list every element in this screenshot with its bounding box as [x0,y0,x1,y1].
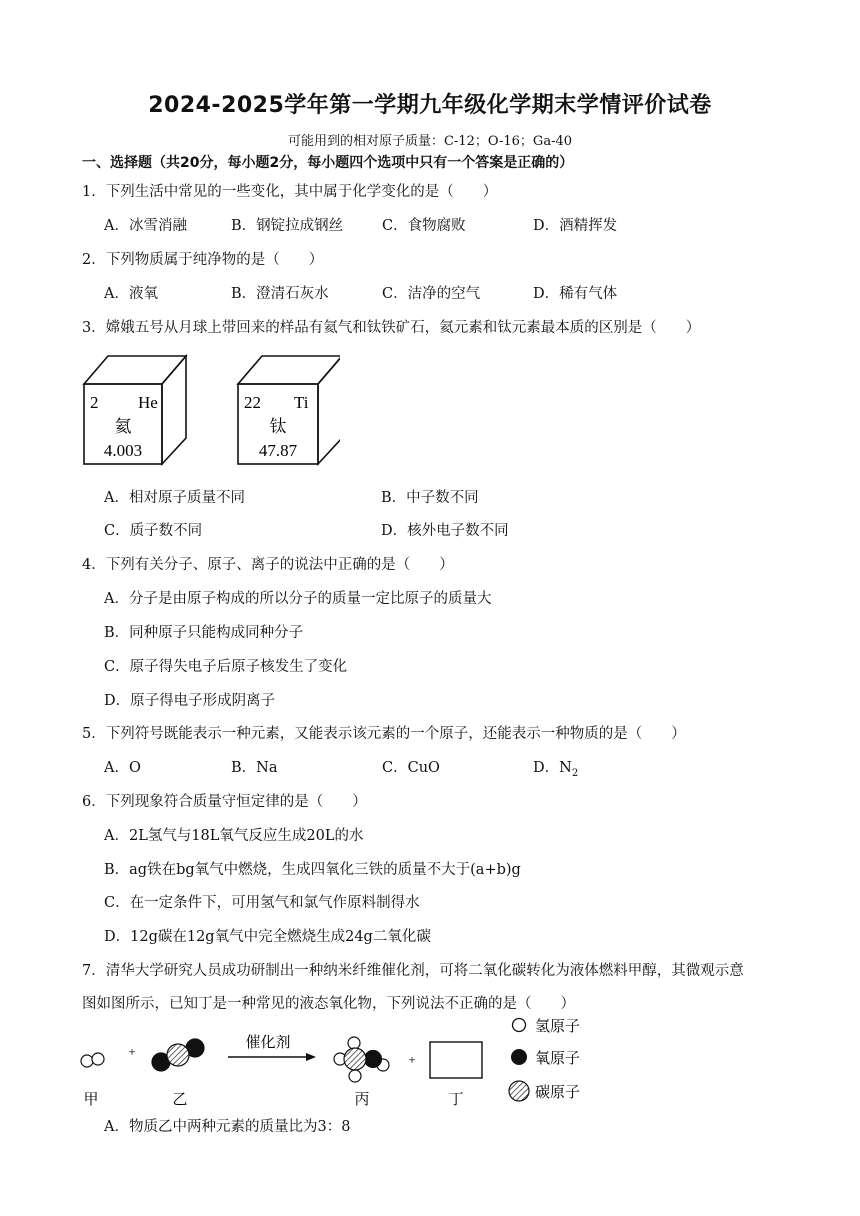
molecule-ding-box [430,1042,482,1078]
molecule-yi [152,1039,204,1071]
option-a: A．冰雪消融 [104,218,187,234]
element-cards-figure [80,350,340,468]
plus-sign: + [128,1044,136,1059]
option-c: C．洁净的空气 [382,286,481,302]
legend-oxygen: 氧原子 [535,1051,581,1067]
question-1-options [104,214,804,234]
question-3: 3．嫦娥五号从月球上带回来的样品有氦气和钛铁矿石，氦元素和钛元素最本质的区别是（ ） [82,320,701,336]
exam-title: 2024-2025学年第一学期九年级化学期末学情评价试卷 [148,93,712,118]
subscript: 2 [571,767,579,779]
legend-carbon: 碳原子 [535,1085,581,1101]
section-heading: 一、选择题（共20分，每小题2分，每小题四个选项中只有一个答案是正确的） [82,155,574,171]
option-d: D．原子得电子形成阴离子 [104,693,276,709]
option-a: A．2L氢气与18L氧气反应生成20L的水 [104,828,364,844]
legend-hydrogen: 氢原子 [535,1019,581,1035]
legend-carbon-icon [509,1081,529,1101]
question-6: 6．下列现象符合质量守恒定律的是（ ） [82,794,367,810]
option-a: A．O [104,760,141,776]
option-d: D．酒精挥发 [533,218,618,234]
legend-hydrogen-icon [513,1019,526,1032]
molecule-jia [81,1053,104,1067]
option-a: A．相对原子质量不同 [104,490,245,506]
molecule-bing [334,1037,389,1082]
helium-symbol: He [138,393,158,412]
option-b: B．中子数不同 [381,490,479,506]
titanium-number: 22 [244,393,261,412]
option-a: A．分子是由原子构成的所以分子的质量一定比原子的质量大 [104,591,492,607]
question-2: 2．下列物质属于纯净物的是（ ） [82,252,324,268]
option-b: B．ag铁在bg氧气中燃烧，生成四氧化三铁的质量不大于(a+b)g [104,862,521,878]
question-1: 1．下列生活中常见的一些变化，其中属于化学变化的是（ ） [82,184,498,200]
option-c: C．食物腐败 [382,218,466,234]
legend-oxygen-icon [511,1049,527,1065]
option-b: B．钢锭拉成钢丝 [231,218,344,234]
question-2-options [104,282,804,302]
option-c: C．在一定条件下，可用氢气和氯气作原料制得水 [104,895,420,911]
reaction-diagram [78,1012,598,1112]
option-d: D．稀有气体 [533,286,618,302]
helium-number: 2 [90,393,99,412]
catalyst-label: 催化剂 [245,1035,291,1051]
label-bing: 丙 [354,1092,370,1108]
label-ding: 丁 [448,1092,464,1108]
question-5-options [104,756,804,778]
option-c: C．CuO [382,760,440,776]
question-7-continued: 图如图所示，已知丁是一种常见的液态氧化物，下列说法不正确的是（ ） [82,996,575,1012]
titanium-mass: 47.87 [258,441,298,460]
option-c: C．原子得失电子后原子核发生了变化 [104,659,348,675]
label-jia: 甲 [83,1092,99,1108]
option-b: B．Na [231,760,278,776]
option-d: D．12g碳在12g氧气中完全燃烧生成24g二氧化碳 [104,929,431,945]
question-4: 4．下列有关分子、原子、离子的说法中正确的是（ ） [82,557,454,573]
label-yi: 乙 [172,1092,188,1108]
helium-mass: 4.003 [103,441,143,460]
titanium-symbol: Ti [294,393,309,412]
option-b: B．同种原子只能构成同种分子 [104,625,304,641]
option-c: C．质子数不同 [104,523,203,539]
atomic-mass-note: 可能用到的相对原子质量：C-12；O-16；Ga-40 [287,134,573,149]
option-a: A．液氧 [104,286,158,302]
option-d: D．$N_2$ [533,760,579,779]
arrow-icon [228,1053,316,1061]
option-a: A．物质乙中两种元素的质量比为3：8 [104,1119,351,1135]
plus-sign: + [408,1052,416,1067]
question-7: 7．清华大学研究人员成功研制出一种纳米纤维催化剂，可将二氧化碳转化为液体燃料甲醇，其微观示意 [82,963,744,979]
option-d: D．核外电子数不同 [381,523,509,539]
question-5: 5．下列符号既能表示一种元素，又能表示该元素的一个原子，还能表示一种物质的是（ ） [82,726,686,742]
helium-name: 氦 [114,417,132,436]
titanium-name: 钛 [269,417,287,436]
option-b: B．澄清石灰水 [231,286,329,302]
